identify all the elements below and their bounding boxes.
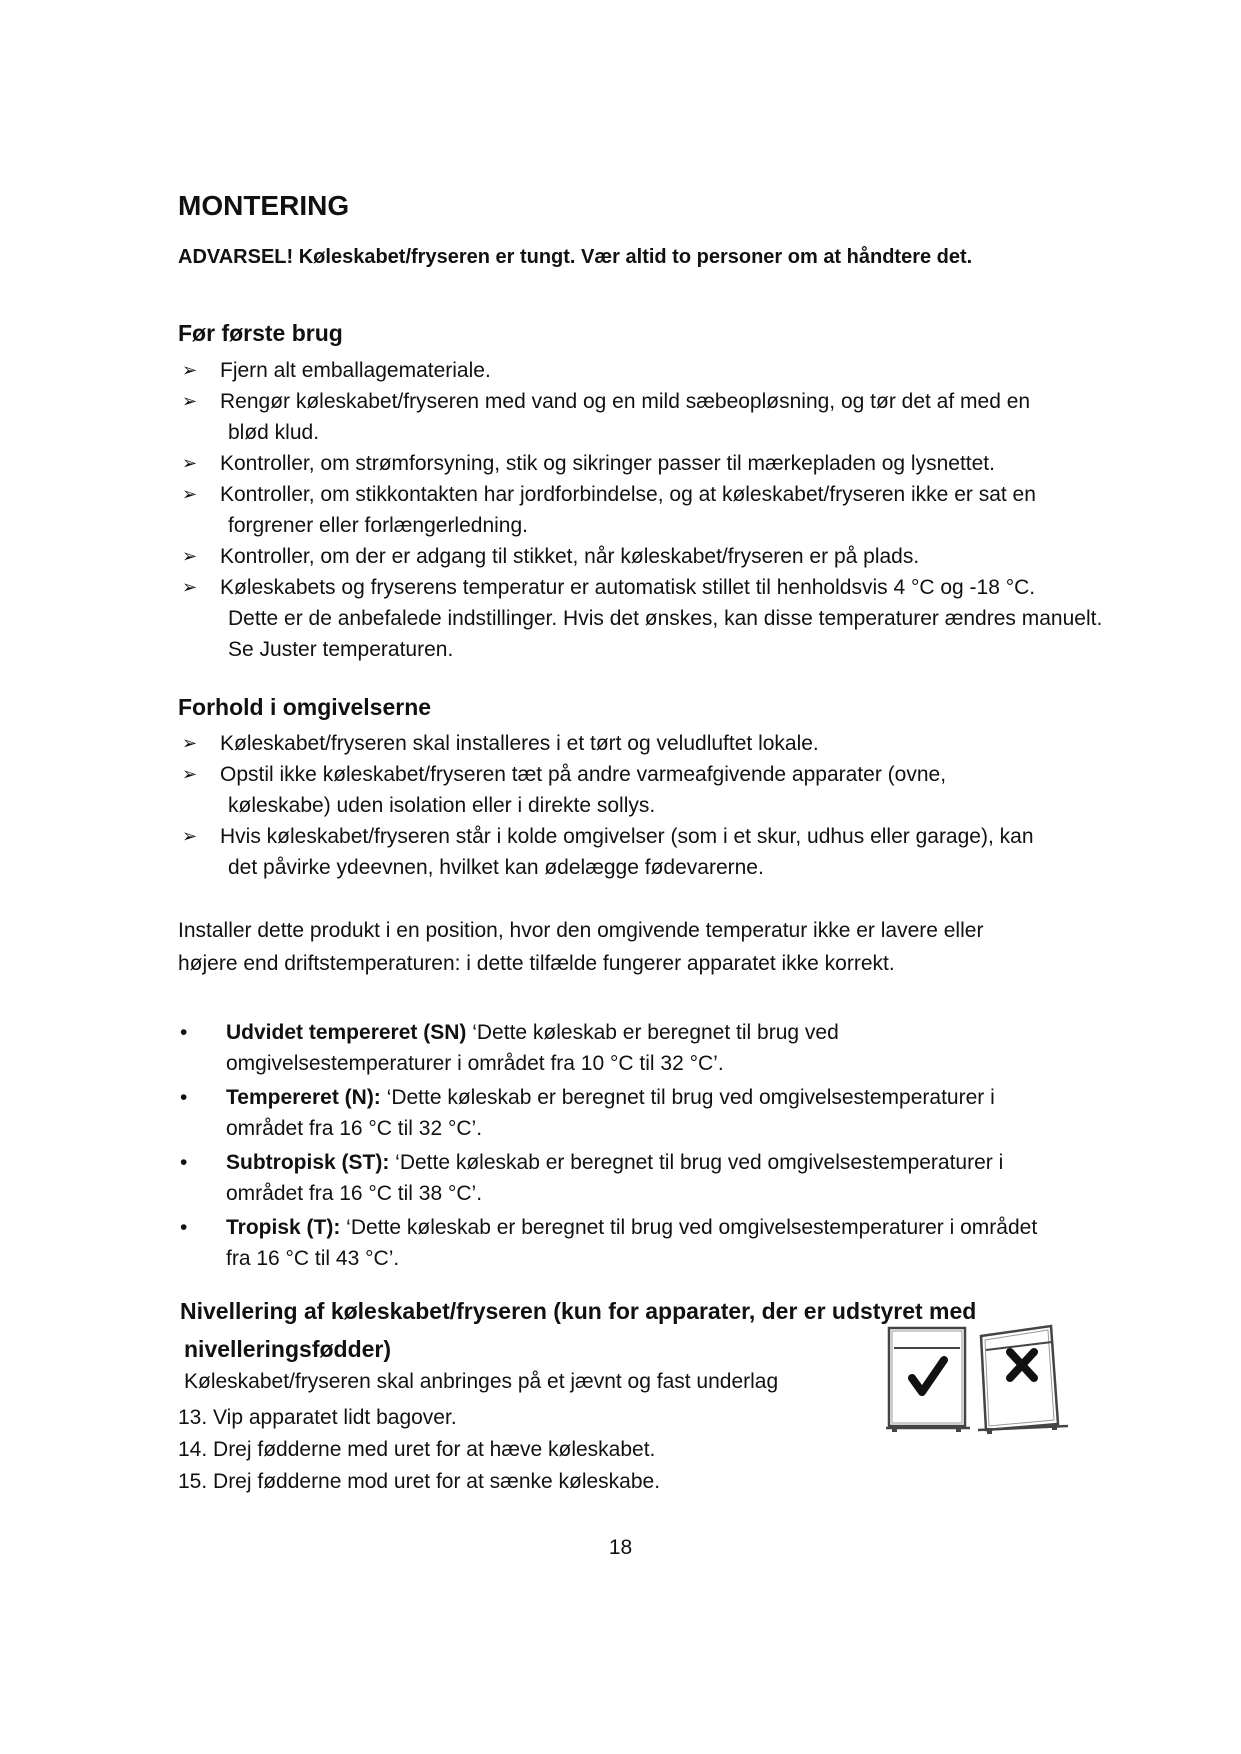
arrow-bullet-icon: ➢ — [182, 484, 198, 504]
list-item: 13. Vip apparatet lidt bagover. — [178, 1406, 457, 1429]
list-item: ➢ Køleskabets og fryserens temperatur er automatisk stillet til henholdsvis 4 °C og -18 °C. Dette er de anbefalede indstillinger. Hvis det ønskes, kan disse temperaturer ændres manuelt. Se Juster temperaturen. — [178, 572, 1178, 665]
page-number: 18 — [608, 1536, 633, 1559]
list-item: 14. Drej fødderne med uret for at hæve køleskabet. — [178, 1438, 656, 1461]
warning-text: ADVARSEL! Køleskabet/fryseren er tungt. Vær altid to personer om at håndtere det. — [178, 246, 973, 268]
section-heading-before-first-use: Før første brug — [178, 320, 343, 346]
climate-class-list — [178, 1017, 1128, 1277]
leveling-intro: Køleskabet/fryseren skal anbringes på et jævnt og fast underlag — [184, 1370, 779, 1393]
arrow-bullet-icon: ➢ — [182, 733, 198, 753]
installation-note: Installer dette produkt i en position, hvor den omgivende temperatur ikke er lavere eller højere end driftstemperaturen: i dette tilfælde fungerer apparatet ikke korrekt. — [178, 919, 984, 975]
list-item: • Subtropisk (ST): ‘Dette køleskab er beregnet til brug ved omgivelsestemperaturer i området fra 16 °C til 38 °C’. — [178, 1147, 1128, 1209]
list-item: ➢ Køleskabet/fryseren skal installeres i et tørt og veludluftet lokale. — [178, 728, 1178, 759]
section-heading-environment: Forhold i omgivelserne — [178, 694, 432, 720]
list-item: • Tropisk (T): ‘Dette køleskab er beregnet til brug ved omgivelsestemperaturer i området fra 16 °C til 43 °C’. — [178, 1212, 1128, 1274]
list-item: ➢ Kontroller, om stikkontakten har jordforbindelse, og at køleskabet/fryseren ikke er sat en forgrener eller forlængerledning. — [178, 479, 1178, 541]
section-heading-leveling: Nivellering af køleskabet/fryseren (kun for apparater, der er udstyret med nivelleringsfødder) — [180, 1298, 977, 1362]
arrow-bullet-icon: ➢ — [182, 391, 198, 411]
before-first-use-list — [178, 355, 1178, 665]
list-item: • Tempereret (N): ‘Dette køleskab er beregnet til brug ved omgivelsestemperaturer i området fra 16 °C til 32 °C’. — [178, 1082, 1128, 1144]
list-item: ➢ Fjern alt emballagemateriale. — [178, 355, 1178, 386]
arrow-bullet-icon: ➢ — [182, 764, 198, 784]
list-item: • Udvidet tempereret (SN) ‘Dette køleskab er beregnet til brug ved omgivelsestemperaturer i området fra 10 °C til 32 °C’. — [178, 1017, 1128, 1079]
fridge-leveling-illustration — [886, 1322, 1076, 1438]
list-item: ➢ Opstil ikke køleskabet/fryseren tæt på andre varmeafgivende apparater (ovne, køleskabe) uden isolation eller i direkte sollys. — [178, 759, 1178, 821]
arrow-bullet-icon: ➢ — [182, 546, 198, 566]
bullet-icon: • — [180, 1086, 188, 1109]
bullet-icon: • — [180, 1021, 188, 1044]
arrow-bullet-icon: ➢ — [182, 826, 198, 846]
page-title: MONTERING — [178, 190, 350, 221]
leveling-steps — [178, 1402, 660, 1498]
bullet-icon: • — [180, 1216, 188, 1239]
arrow-bullet-icon: ➢ — [182, 453, 198, 473]
bullet-icon: • — [180, 1151, 188, 1174]
fridge-level-correct-icon — [886, 1328, 970, 1432]
list-item: 15. Drej fødderne mod uret for at sænke køleskabe. — [178, 1470, 661, 1493]
arrow-bullet-icon: ➢ — [182, 577, 198, 597]
fridge-tilted-wrong-icon — [978, 1326, 1068, 1434]
list-item: ➢ Rengør køleskabet/fryseren med vand og en mild sæbeopløsning, og tør det af med en blød klud. — [178, 386, 1178, 448]
environment-list — [178, 728, 1178, 883]
arrow-bullet-icon: ➢ — [182, 360, 198, 380]
list-item: ➢ Hvis køleskabet/fryseren står i kolde omgivelser (som i et skur, udhus eller garage), kan det påvirke ydeevnen, hvilket kan ødelægge fødevarerne. — [178, 821, 1178, 883]
list-item: ➢ Kontroller, om der er adgang til stikket, når køleskabet/fryseren er på plads. — [178, 541, 1178, 572]
list-item: ➢ Kontroller, om strømforsyning, stik og sikringer passer til mærkepladen og lysnettet. — [178, 448, 1178, 479]
